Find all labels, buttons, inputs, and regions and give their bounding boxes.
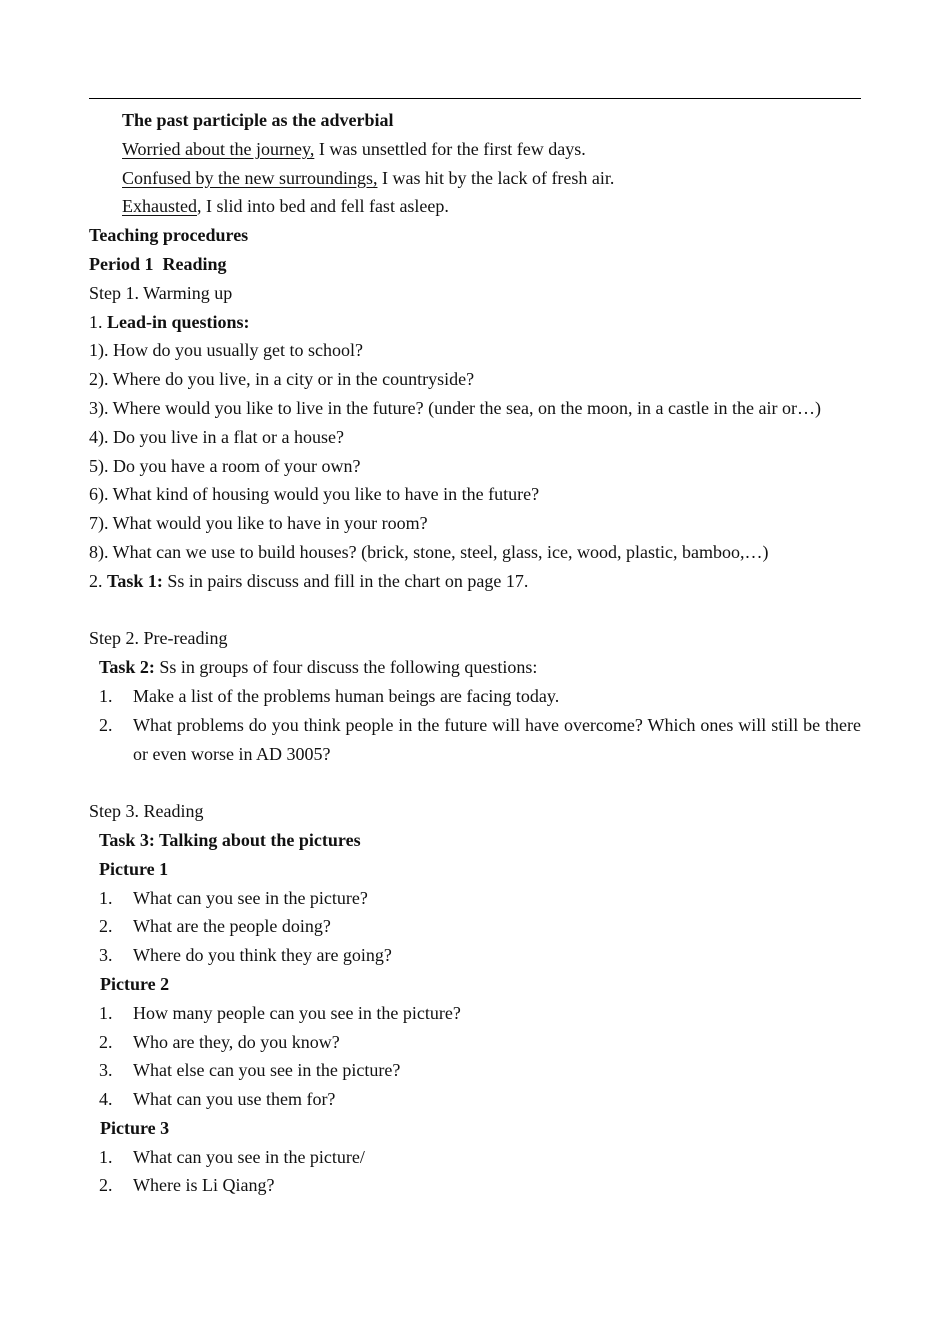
task2-text: Ss in groups of four discuss the following questions:: [154, 657, 538, 678]
lead-in-question: 4). Do you live in a flat or a house?: [89, 426, 344, 447]
lead-in-question: 7). What would you like to have in your room?: [89, 513, 428, 534]
list-item: [89, 1171, 861, 1200]
list-item: [89, 682, 861, 711]
task2-label: Task 2:: [99, 657, 155, 678]
lead-in-question: 8). What can we use to build houses? (brick, stone, steel, glass, ice, wood, plastic, bamboo,…): [89, 541, 769, 562]
list-text: What else can you see in the picture?: [133, 1060, 401, 1081]
list-number: 2.: [99, 1175, 113, 1196]
step1-item-1: [89, 308, 861, 337]
list-number: 2.: [99, 1031, 113, 1052]
list-number: 1.: [99, 1146, 113, 1167]
list-text: What are the people doing?: [133, 916, 331, 937]
list-text: Make a list of the problems human beings are facing today.: [133, 685, 560, 706]
step3-title: Step 3. Reading: [89, 801, 204, 822]
list-item: [89, 941, 861, 970]
grammar-example: [89, 192, 861, 221]
underlined-phrase: Confused by the new surroundings,: [122, 167, 378, 188]
list-text: What can you see in the picture/: [133, 1146, 365, 1167]
item-number: 1.: [89, 311, 107, 332]
picture-label: Picture 1: [99, 858, 169, 879]
list-text: What can you see in the picture?: [133, 887, 368, 908]
step2-title: Step 2. Pre-reading: [89, 628, 228, 649]
underlined-phrase: Exhausted: [122, 196, 197, 217]
list-number: 1.: [99, 1002, 113, 1023]
list-number: 3.: [99, 945, 113, 966]
lead-in-question: 6). What kind of housing would you like to have in the future?: [89, 484, 540, 505]
list-item: [89, 999, 861, 1028]
header-rule: [89, 98, 861, 99]
list-number: 4.: [99, 1089, 113, 1110]
lead-in-question: 2). Where do you live, in a city or in the countryside?: [89, 369, 475, 390]
task3-heading: Task 3: Talking about the pictures: [99, 829, 361, 850]
list-item: [89, 912, 861, 941]
list-number: 2.: [99, 916, 113, 937]
list-number: 2.: [99, 714, 113, 735]
step1-title: Step 1. Warming up: [89, 282, 233, 303]
example-rest: I was hit by the lack of fresh air.: [377, 167, 615, 188]
underlined-phrase: Worried about the journey,: [122, 138, 315, 159]
list-text: Who are they, do you know?: [133, 1031, 340, 1052]
lead-in-label: Lead-in questions:: [107, 311, 250, 332]
task1-text: Ss in pairs discuss and fill in the chart on page 17.: [162, 570, 529, 591]
document-body: [89, 106, 861, 1200]
picture-label: Picture 3: [100, 1117, 170, 1138]
list-text: Where do you think they are going?: [133, 945, 392, 966]
lead-in-question: 3). Where would you like to live in the future? (under the sea, on the moon, in a castle in the air or…): [89, 397, 821, 418]
list-text: What problems do you think people in the future will have overcome? Which ones will still be there or even worse in AD 3005?: [133, 714, 861, 764]
list-text: How many people can you see in the picture?: [133, 1002, 461, 1023]
picture-label: Picture 2: [100, 973, 170, 994]
task2-line: [89, 653, 861, 682]
list-item: [89, 884, 861, 913]
grammar-example: [89, 135, 861, 164]
list-number: 1.: [99, 685, 113, 706]
period-heading: Period 1 Reading: [89, 253, 227, 274]
example-rest: I was unsettled for the first few days.: [314, 138, 586, 159]
list-item: [89, 711, 861, 769]
lead-in-question: 1). How do you usually get to school?: [89, 340, 363, 361]
grammar-heading: The past participle as the adverbial: [122, 110, 394, 130]
item-number: 2.: [89, 570, 107, 591]
list-item: [89, 1085, 861, 1114]
list-number: 3.: [99, 1060, 113, 1081]
list-text: What can you use them for?: [133, 1089, 336, 1110]
step1-item-2: [89, 567, 861, 596]
example-rest: , I slid into bed and fell fast asleep.: [196, 196, 449, 217]
list-item: [89, 1028, 861, 1057]
list-text: Where is Li Qiang?: [133, 1175, 275, 1196]
procedures-heading: Teaching procedures: [89, 225, 249, 246]
grammar-example: [89, 164, 861, 193]
task1-label: Task 1:: [107, 570, 163, 591]
list-item: [89, 1143, 861, 1172]
blank-line: [89, 596, 861, 625]
list-item: [89, 1056, 861, 1085]
lead-in-question: 5). Do you have a room of your own?: [89, 455, 361, 476]
blank-line: [89, 768, 861, 797]
list-number: 1.: [99, 887, 113, 908]
